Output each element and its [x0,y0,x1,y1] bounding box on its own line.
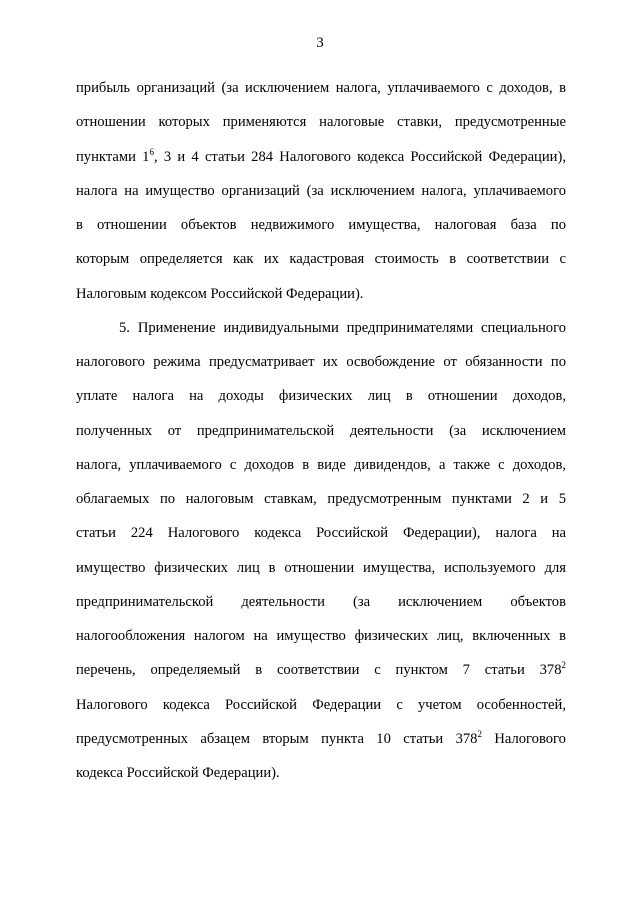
superscript: 2 [561,660,566,671]
text-line: отношении которых применяются налоговые ставки, предусмотренные [76,114,566,131]
text-line: налога на имущество организаций (за исключением налога, уплачиваемого [76,182,566,199]
text-segment: предусмотренных абзацем вторым пункта 10 статьи 378 [76,730,478,747]
text-line: Налогового кодекса Российской Федерации с учетом особенностей, [76,696,566,713]
text-line: налога, уплачиваемого с доходов в виде дивидендов, а также с доходов, [76,456,566,473]
text-line: уплате налога на доходы физических лиц в отношении доходов, [76,388,566,405]
body-text [76,71,566,790]
text-line: полученных от предпринимательской деятельности (за исключением [76,422,566,439]
superscript: 2 [477,728,482,739]
text-line: облагаемых по налоговым ставкам, предусмотренным пунктами 2 и 5 [76,491,566,507]
text-line: имущество физических лиц в отношении имущества, используемого для [76,559,566,576]
text-segment: перечень, определяемый в соответствии с пунктом 7 статьи 378 [76,662,562,679]
paragraph-start-line: 5. Применение индивидуальными предпринимателями специального [119,319,566,336]
text-line: которым определяется как их кадастровая стоимость в соответствии с [76,251,566,268]
text-line: статьи 224 Налогового кодекса Российской Федерации), налога на [76,525,566,542]
text-line: в отношении объектов недвижимого имущества, налоговая база по [76,217,566,233]
text-line: кодекса Российской Федерации). [76,765,280,781]
text-line: налогового режима предусматривает их освобождение от обязанности по [76,354,566,370]
text-segment: Налогового [481,730,566,747]
text-line [76,653,566,687]
text-line: прибыль организаций (за исключением налога, уплачиваемого с доходов, в [76,80,566,96]
text-line [76,140,566,174]
text-line: Налоговым кодексом Российской Федерации). [76,285,364,302]
text-line: предпринимательской деятельности (за исключением объектов [76,593,566,610]
page-number: 3 [316,35,324,51]
text-line: налогообложения налогом на имущество физических лиц, включенных в [76,628,566,644]
text-line [76,722,566,756]
text-segment: пунктами 1 [76,148,150,165]
text-segment: , 3 и 4 статьи 284 Налогового кодекса Российской Федерации), [153,148,566,165]
superscript: 6 [149,146,154,157]
